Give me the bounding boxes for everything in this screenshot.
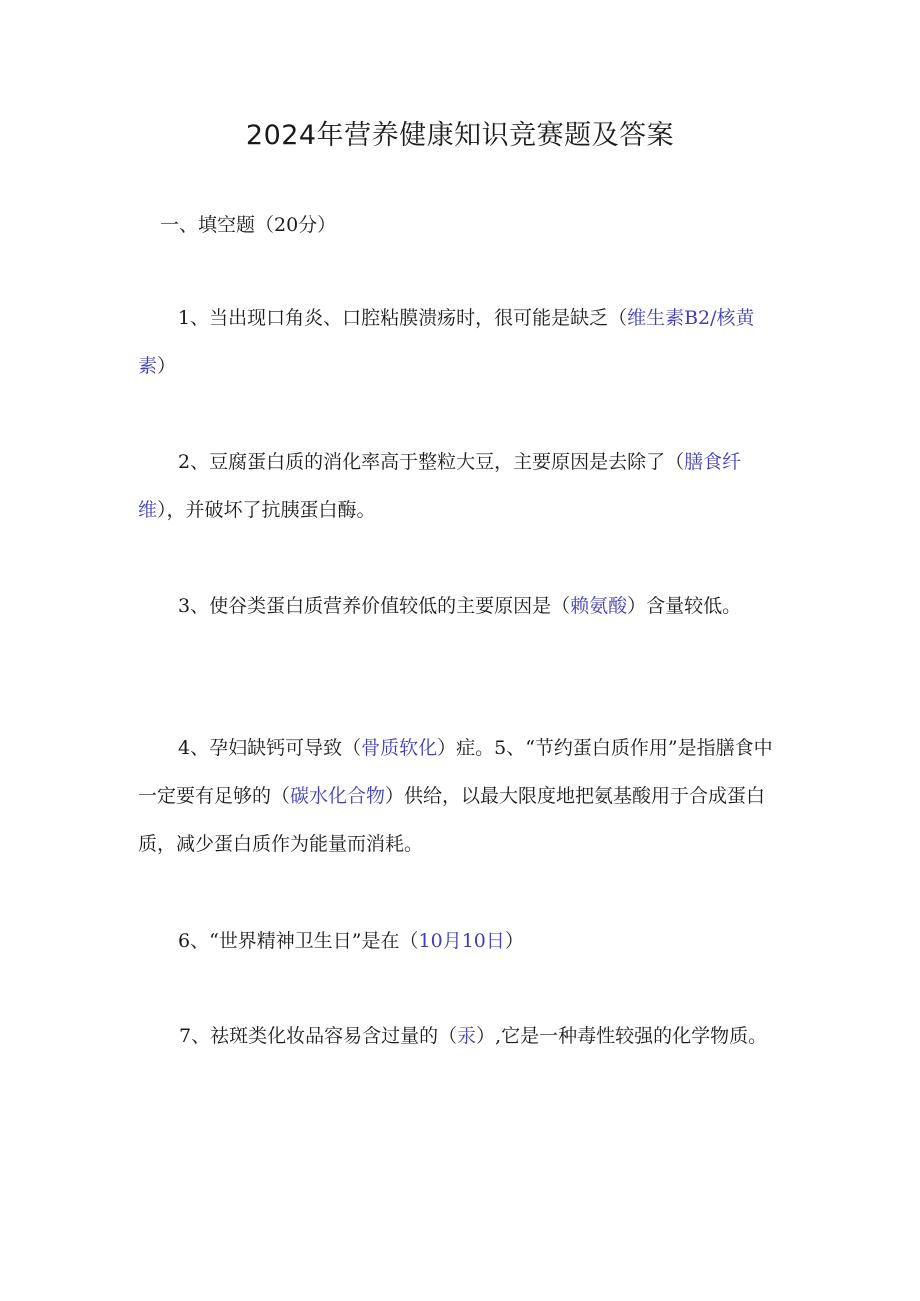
question-text: ）症。5、“节约蛋白质作用”是指膳食中一定要有足够的（ <box>138 737 773 807</box>
question-text: ），并破坏了抗胰蛋白酶。 <box>157 499 376 521</box>
question-3 <box>138 582 788 630</box>
answer-text: 10月10日 <box>418 930 505 952</box>
question-text: 4、孕妇缺钙可导致（ <box>178 737 362 759</box>
question-text: ）供给，以最大限度地把氨基酸用于合成蛋白质，减少蛋白质作为能量而消耗。 <box>138 785 766 855</box>
question-text: 3、使谷类蛋白质营养价值较低的主要原因是（ <box>178 595 571 617</box>
answer-text: 汞 <box>457 1025 477 1047</box>
answer-text: 维生素B2/核黄素 <box>138 307 755 377</box>
question-text: 6、“世界精神卫生日”是在（ <box>178 930 419 952</box>
question-text: 7、祛斑类化妆品容易含过量的（ <box>179 1025 458 1047</box>
question-text: 1、当出现口角炎、口腔粘膜溃疡时，很可能是缺乏（ <box>178 307 628 329</box>
answer-text: 膳食纤维 <box>138 451 742 521</box>
question-text: ） <box>504 930 524 952</box>
question-text: ） <box>157 355 177 377</box>
section-heading: 一、填空题（20分） <box>160 214 337 236</box>
question-6 <box>138 917 788 965</box>
answer-text: 赖氨酸 <box>570 595 628 617</box>
answer-text: 碳水化合物 <box>290 785 386 807</box>
question-text: ）,它是一种毒性较强的化学物质。 <box>476 1025 768 1047</box>
question-7 <box>175 1012 787 1060</box>
question-4-5 <box>138 724 788 868</box>
question-1 <box>138 294 788 390</box>
answer-text: 骨质软化 <box>361 737 438 759</box>
question-2 <box>138 438 788 534</box>
question-text: 2、豆腐蛋白质的消化率高于整粒大豆，主要原因是去除了（ <box>178 451 685 473</box>
question-text: ）含量较低。 <box>627 595 742 617</box>
document-title: 2024年营养健康知识竞赛题及答案 <box>245 120 675 151</box>
